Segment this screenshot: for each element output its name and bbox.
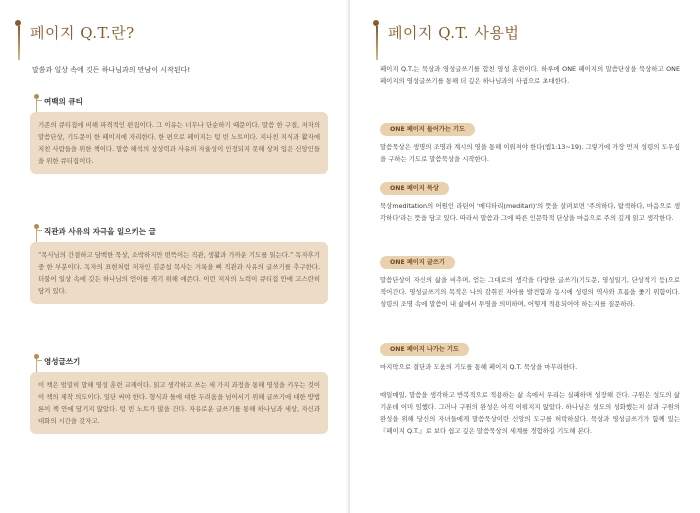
feature-block [30, 352, 328, 434]
intro-text: 말씀과 일상 속에 깃든 하나님과의 만남이 시작된다! [32, 66, 191, 74]
feature-text: “목사님의 간결하고 담백한 묵상, 소박하지만 번뜩이는 직관, 생활과 가까운 기도를 읽는다.” 독자후기 중 한 부분이다. 독자의 표현처럼 저자인 김준섭 목사는 거룩을 삐 직관과 사유의 글쓰기를 추구한다. 더불어 일상 속에 깃든 하나님의 언어를 캐기 위해 애쓴다. 이런 저자의 노력이 큐티집 안에 고스란히 담겨 있다. [38, 251, 320, 295]
section-tag: ONE 페이지 들어가는 기도 [380, 123, 475, 136]
feature-box [30, 242, 328, 304]
intro-paragraph: 페이지 Q.T.는 묵상과 영성글쓰기를 합친 영성 훈련이다. 하루에 ONE 페이지의 말씀단상을 묵상하고 ONE 페이지의 영성글쓰기를 통해 더 깊은 하나님과의 사귐으로 초대한다. [380, 65, 680, 85]
feature-marker-icon [33, 92, 41, 112]
page-title: 페이지 Q.T. 사용법 [388, 24, 520, 42]
section-tag: ONE 페이지 묵상 [380, 182, 449, 195]
closing-paragraph: 매일매일, 말씀을 생각하고 반복적으로 적용하는 삶 속에서 우리는 실패하며 성장해 간다. 구원은 성도의 삶 기운데 이미 임했다. 그러나 구원의 완성은 아직 이뤄지지 않았다. 하나님은 성도의 성화했는지 살과 구원의 완성을 위해 당신의 자녀들에게 말씀묵상이란 신앙의 도구를 허락하셨다. 묵상과 영성글쓰기가 함께 있는 『페이지 Q.T.』로 보다 쉽고 깊은 말씀묵상의 세계를 경험하길 기도해 본다. [380, 391, 680, 435]
feature-marker-icon [33, 352, 41, 372]
feature-title: 영성글쓰기 [44, 357, 81, 366]
page-title: 페이지 Q.T.란? [30, 24, 135, 42]
section-text: 마지막으로 결단과 도움의 기도를 통해 페이지 Q.T. 묵상을 마무리한다. [380, 363, 578, 371]
section-tag: ONE 페이지 글쓰기 [380, 256, 455, 269]
section-tag: ONE 페이지 나가는 기도 [380, 343, 469, 356]
feature-box [30, 112, 328, 174]
feature-block [30, 92, 328, 174]
feature-box [30, 372, 328, 434]
feature-text: 이 책은 엄밀히 말해 영성 훈련 교재이다. 읽고 생각하고 쓰는 세 가지 과정을 통해 영성을 키우는 것이 이 책의 제작 의도이다. 일단 써야 한다. 형식과 틀에 대한 두려움을 넘어서기 위해 글쓰기에 대한 방법론이 책 안에 담기지 않았다. 텅 빈 노트가 많을 건다. 자유로운 글쓰기를 통해 하나님과 세상, 자신과 대화의 시간을 갖자고. [38, 381, 320, 425]
feature-block [30, 222, 328, 304]
right-page [350, 0, 700, 513]
section-text: 말씀단상이 자신의 삶을 비추며, 얻는 그대로의 생각을 다양한 글쓰기(기도문, 영성일기, 단상적기 등)으로 적어간다. 영성글쓰기의 목적은 나의 감취진 자아를 발견함과 동시에 성령의 역사와 흐름을 좇기 위함이다. 성령의 조명 속에 말씀이 내 삶에서 투영을 의미하며, 어떻게 적용되어야 하는지를 질문하라. [380, 276, 680, 308]
feature-title: 직관과 사유의 자극을 일으키는 글 [44, 227, 156, 236]
feature-title: 여백의 큐티 [44, 97, 83, 106]
feature-marker-icon [33, 222, 41, 242]
section-text: 묵상meditation의 어원인 라틴어 '메디타리(meditari)'의 뜻을 살펴보면 '주의하다, 탐색하다, 마음으로 생각하다'라는 뜻을 담고 있다. 따라서 말씀과 그에 따른 인문학적 단상을 마음으로 주의 깊게 읽고 생각한다. [380, 202, 680, 222]
title-marker-icon [16, 20, 20, 60]
title-marker-icon [374, 20, 378, 60]
section-text: 말씀묵상은 생명의 조명과 계시의 영을 통해 이뤄져야 한다(엡1:13~19). 그렇기에 가장 먼저 성령의 도우심을 구하는 기도로 말씀묵상을 시작한다. [380, 143, 680, 163]
feature-text: 기존의 큐티집에 비해 파격적인 편집이다. 그 이유는 너무나 단순하기 때문이다. 말씀 한 구절, 저자의 말씀단상, 기도문이 한 페이지에 자리한다. 한 편으로 페이지는 텅 빈 노트이다. 지나친 지식과 활자에 지친 사람들을 위한 책이다. 말씀 해석의 상상력과 사유의 자율성이 인정되지 못해 상처 입은 신앙인들을 위한 큐티집이다. [38, 121, 320, 165]
